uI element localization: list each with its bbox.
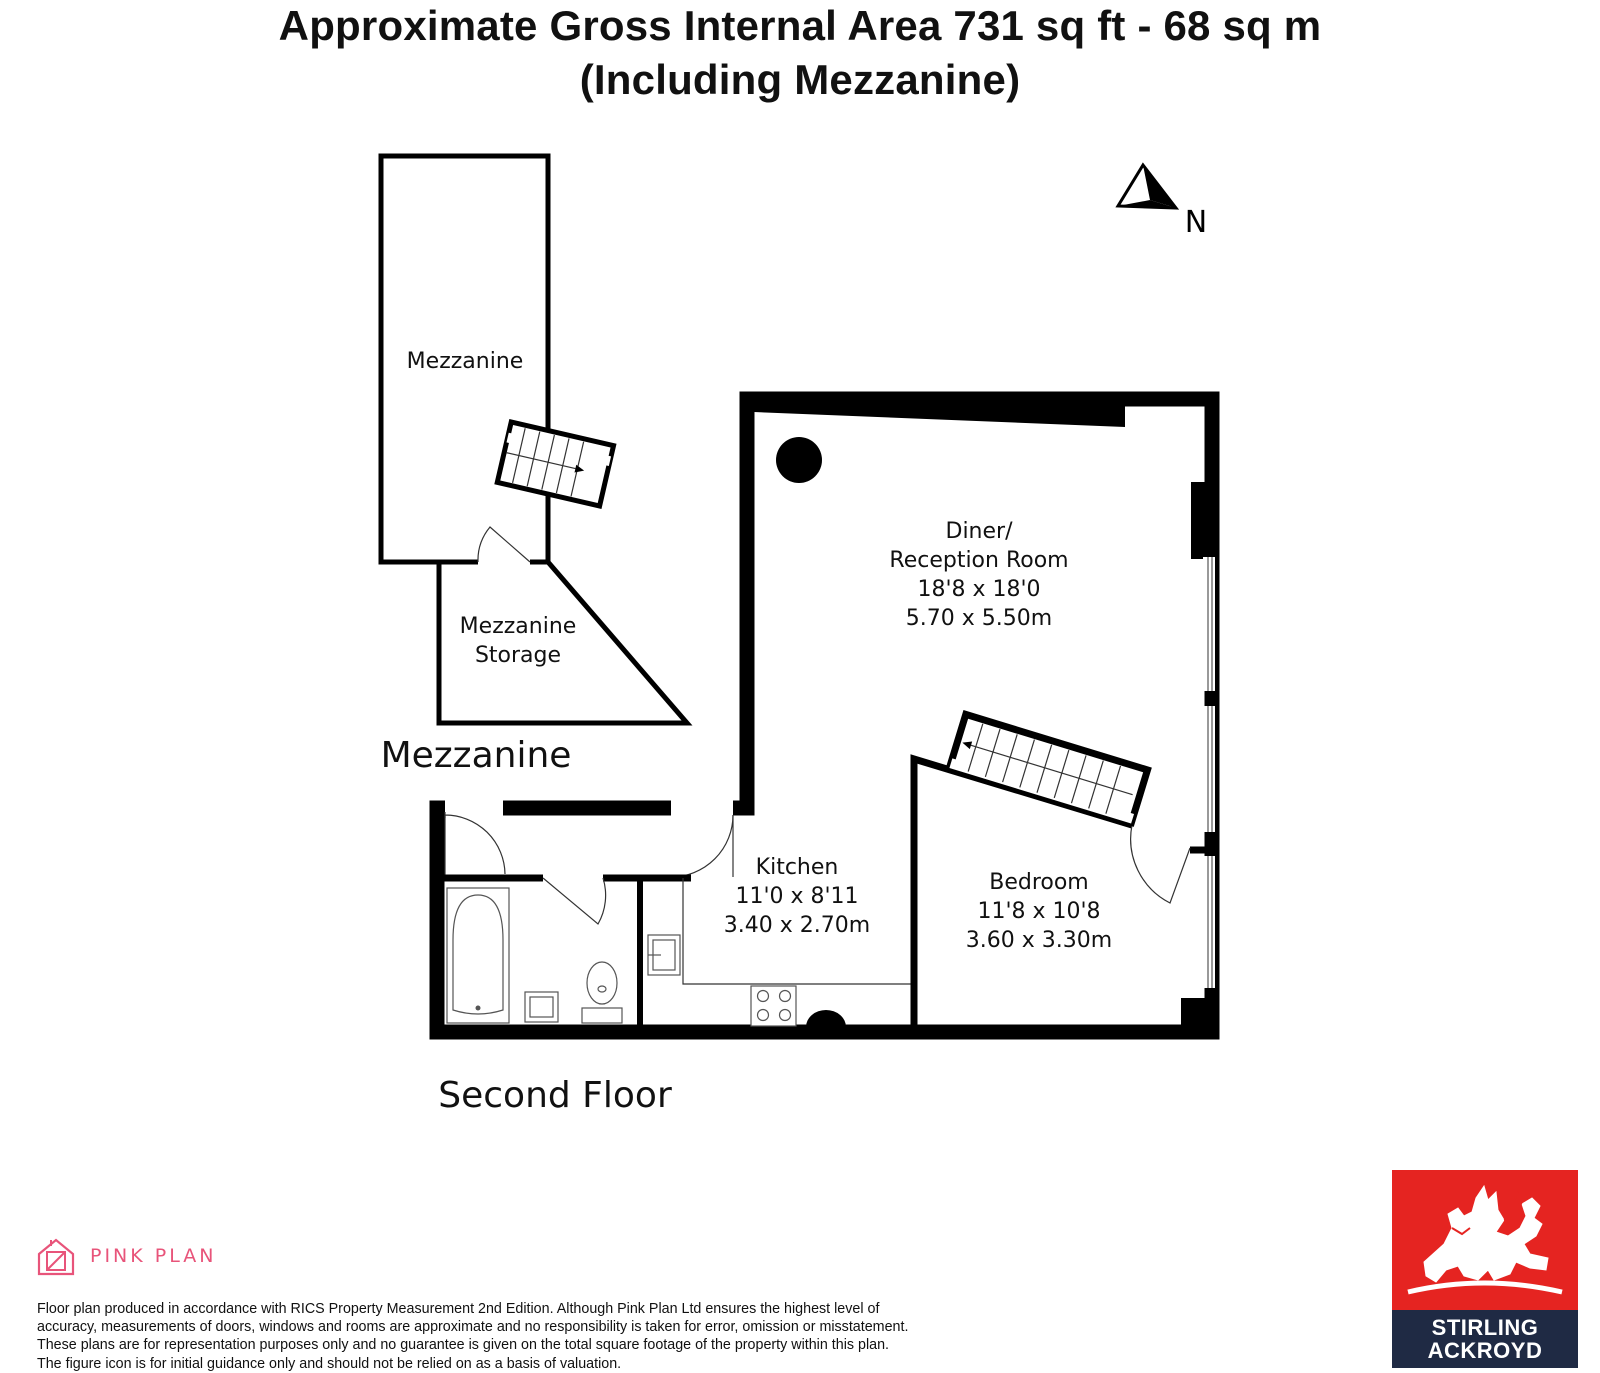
kitchen-door-swing [671, 815, 733, 877]
page-title: Approximate Gross Internal Area 731 sq ft - 68 sq m [278, 2, 1322, 49]
disclaimer-text: Floor plan produced in accordance with RICS Property Measurement 2nd Edition. Although Pink Plan Ltd ensures the highest level of accuracy, measurements of doors, windows and rooms are approximate and no responsibility is taken for error, omission or misstatement. These plans are for representation purposes only and no guarantee is given on the total square footage of the property within this plan. The figure icon is for initial guidance only and should not be relied on as a basis of valuation. [37, 1301, 909, 1372]
kitchen-imperial: 11'0 x 8'11 [735, 884, 859, 909]
kitchen-metric: 3.40 x 2.70m [723, 913, 871, 938]
reception-imperial: 18'8 x 18'0 [917, 577, 1041, 602]
pink-plan-brand [36, 1236, 216, 1276]
mezzanine-floor-label: Mezzanine [380, 735, 572, 776]
bedroom-name: Bedroom [989, 870, 1089, 895]
storage-room-name-1: Mezzanine [459, 614, 577, 639]
pink-plan-label: PINK PLAN [90, 1245, 217, 1267]
bedroom-metric: 3.60 x 3.30m [965, 928, 1113, 953]
reception-name-2: Reception Room [889, 548, 1069, 573]
kitchen-name: Kitchen [755, 855, 839, 880]
hob-icon [751, 986, 796, 1026]
bathroom-door-swing [543, 878, 606, 924]
mezzanine-stairs [497, 422, 613, 506]
house-logo-icon [36, 1236, 76, 1276]
storage-room-name-2: Storage [474, 643, 562, 668]
mezzanine-floor [381, 156, 687, 776]
compass-label: N [1184, 205, 1208, 240]
toilet-icon [582, 962, 622, 1023]
second-floor-label: Second Floor [438, 1075, 672, 1116]
griffin-icon [1392, 1170, 1578, 1310]
agent-name-line2: ACKROYD [1427, 1338, 1543, 1363]
north-arrow-icon [1118, 165, 1176, 208]
bedroom-imperial: 11'8 x 10'8 [977, 899, 1101, 924]
column [776, 437, 822, 483]
stirling-ackroyd-logo [1392, 1170, 1578, 1368]
sink-icon [648, 935, 680, 975]
mezzanine-room-name: Mezzanine [406, 349, 524, 374]
main-stairs [950, 714, 1148, 822]
page-subtitle: (Including Mezzanine) [579, 56, 1021, 103]
reception-metric: 5.70 x 5.50m [905, 606, 1053, 631]
basin-icon [525, 992, 558, 1022]
bath-icon [447, 888, 509, 1023]
flue [806, 1010, 846, 1027]
bedroom-door-swing [1131, 825, 1190, 903]
reception-name-1: Diner/ [945, 519, 1013, 544]
entrance-door-swing [445, 812, 505, 874]
agent-name-line1: STIRLING [1431, 1315, 1539, 1340]
